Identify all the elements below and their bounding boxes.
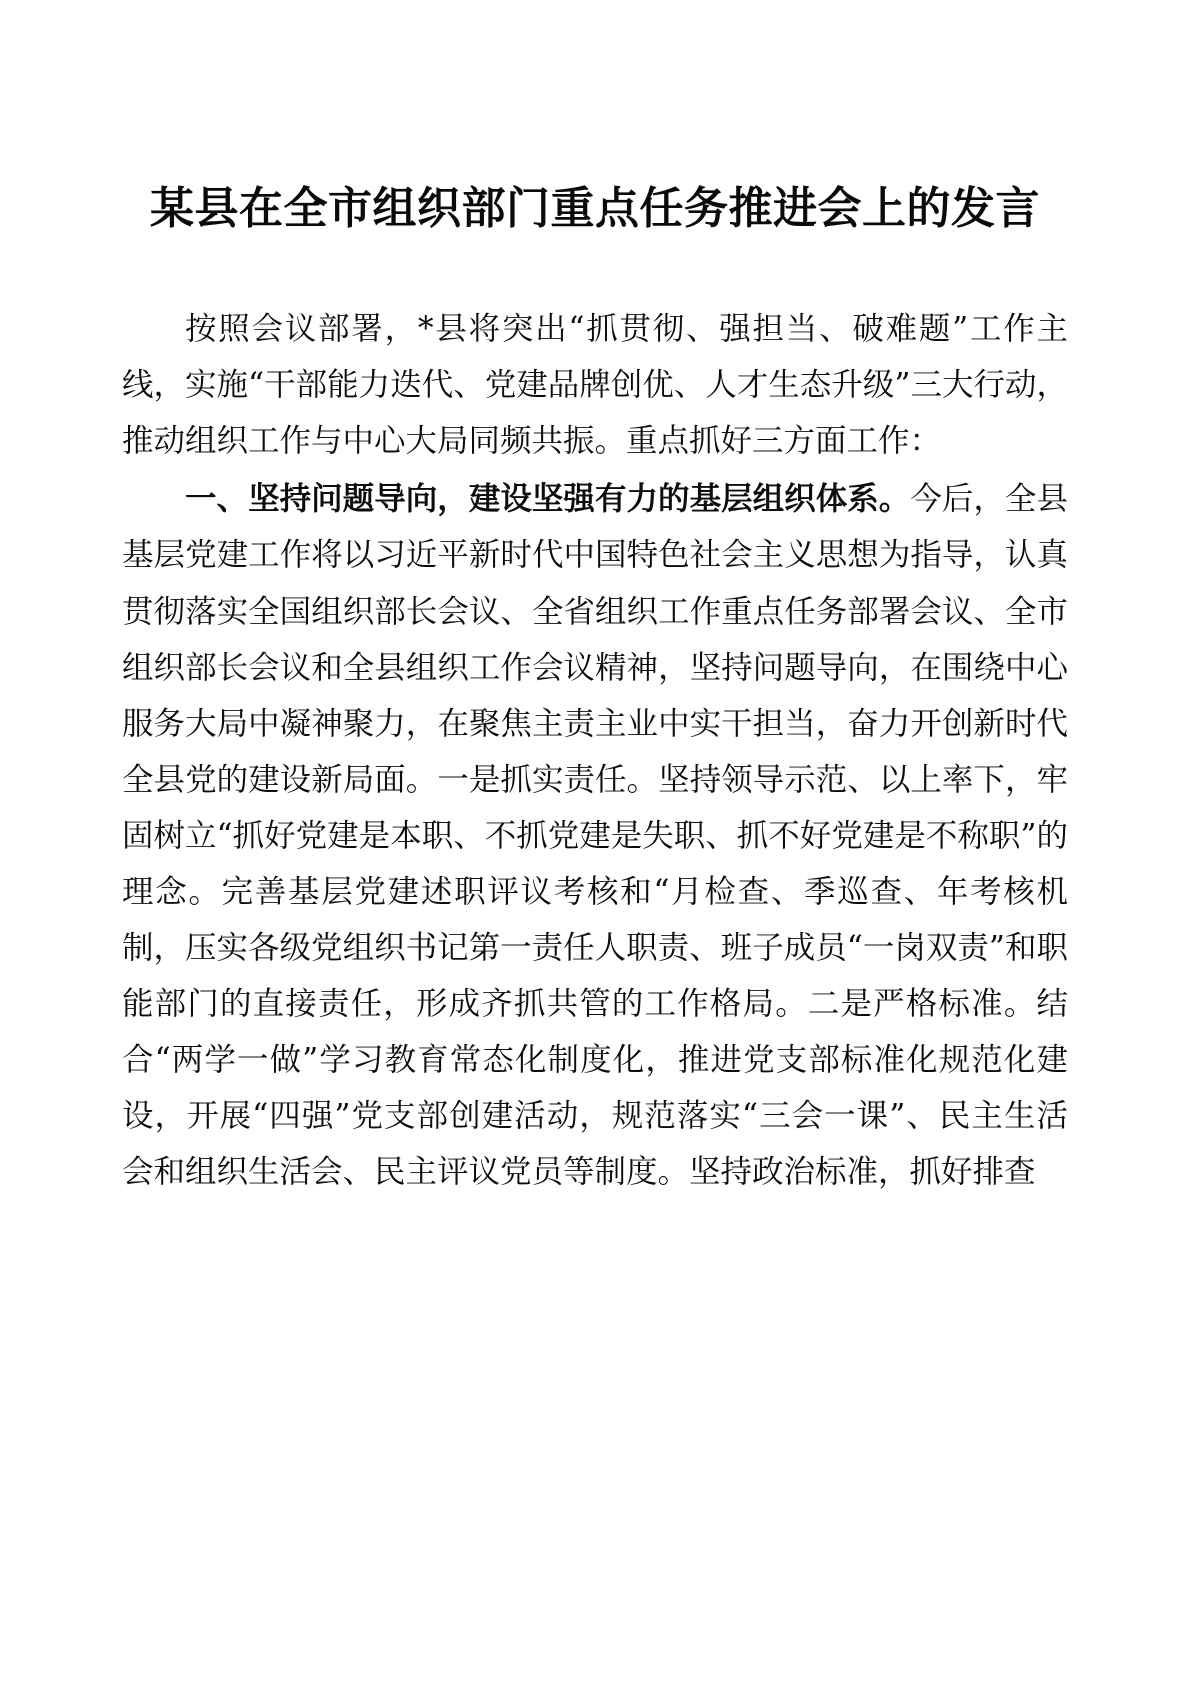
paragraph-section-one: [122, 471, 1068, 1200]
section-body-text: 今后，全县基层党建工作将以习近平新时代中国特色社会主义思想为指导，认真贯彻落实全国组织部长会议、全省组织工作重点任务部署会议、全市组织部长会议和全县组织工作会议精神，坚持问题导向，在围绕中心服务大局中凝神聚力，在聚焦主责主业中实干担当，奋力开创新时代全县党的建设新局面。一是抓实责任。坚持领导示范、以上率下，牢固树立“抓好党建是本职、不抓党建是失职、抓不好党建是不称职”的理念。完善基层党建述职评议考核和“月检查、季巡查、年考核机制，压实各级党组织书记第一责任人职责、班子成员“一岗双责”和职能部门的直接责任，形成齐抓共管的工作格局。二是严格标准。结合“两学一做”学习教育常态化制度化，推进党支部标准化规范化建设，开展“四强”党支部创建活动，规范落实“三会一课”、民主生活会和组织生活会、民主评议党员等制度。坚持政治标准，抓好排查: [122, 481, 1068, 1191]
document-body: [122, 301, 1068, 1200]
paragraph-intro: 按照会议部署，*县将突出“抓贯彻、强担当、破难题”工作主线，实施“干部能力迭代、党建品牌创优、人才生态升级”三大行动，推动组织工作与中心大局同频共振。重点抓好三方面工作：: [122, 311, 1068, 460]
page-title: 某县在全市组织部门重点任务推进会上的发言: [150, 183, 1040, 234]
section-heading-inline: 一、坚持问题导向，建设坚强有力的基层组织体系。: [185, 480, 911, 518]
